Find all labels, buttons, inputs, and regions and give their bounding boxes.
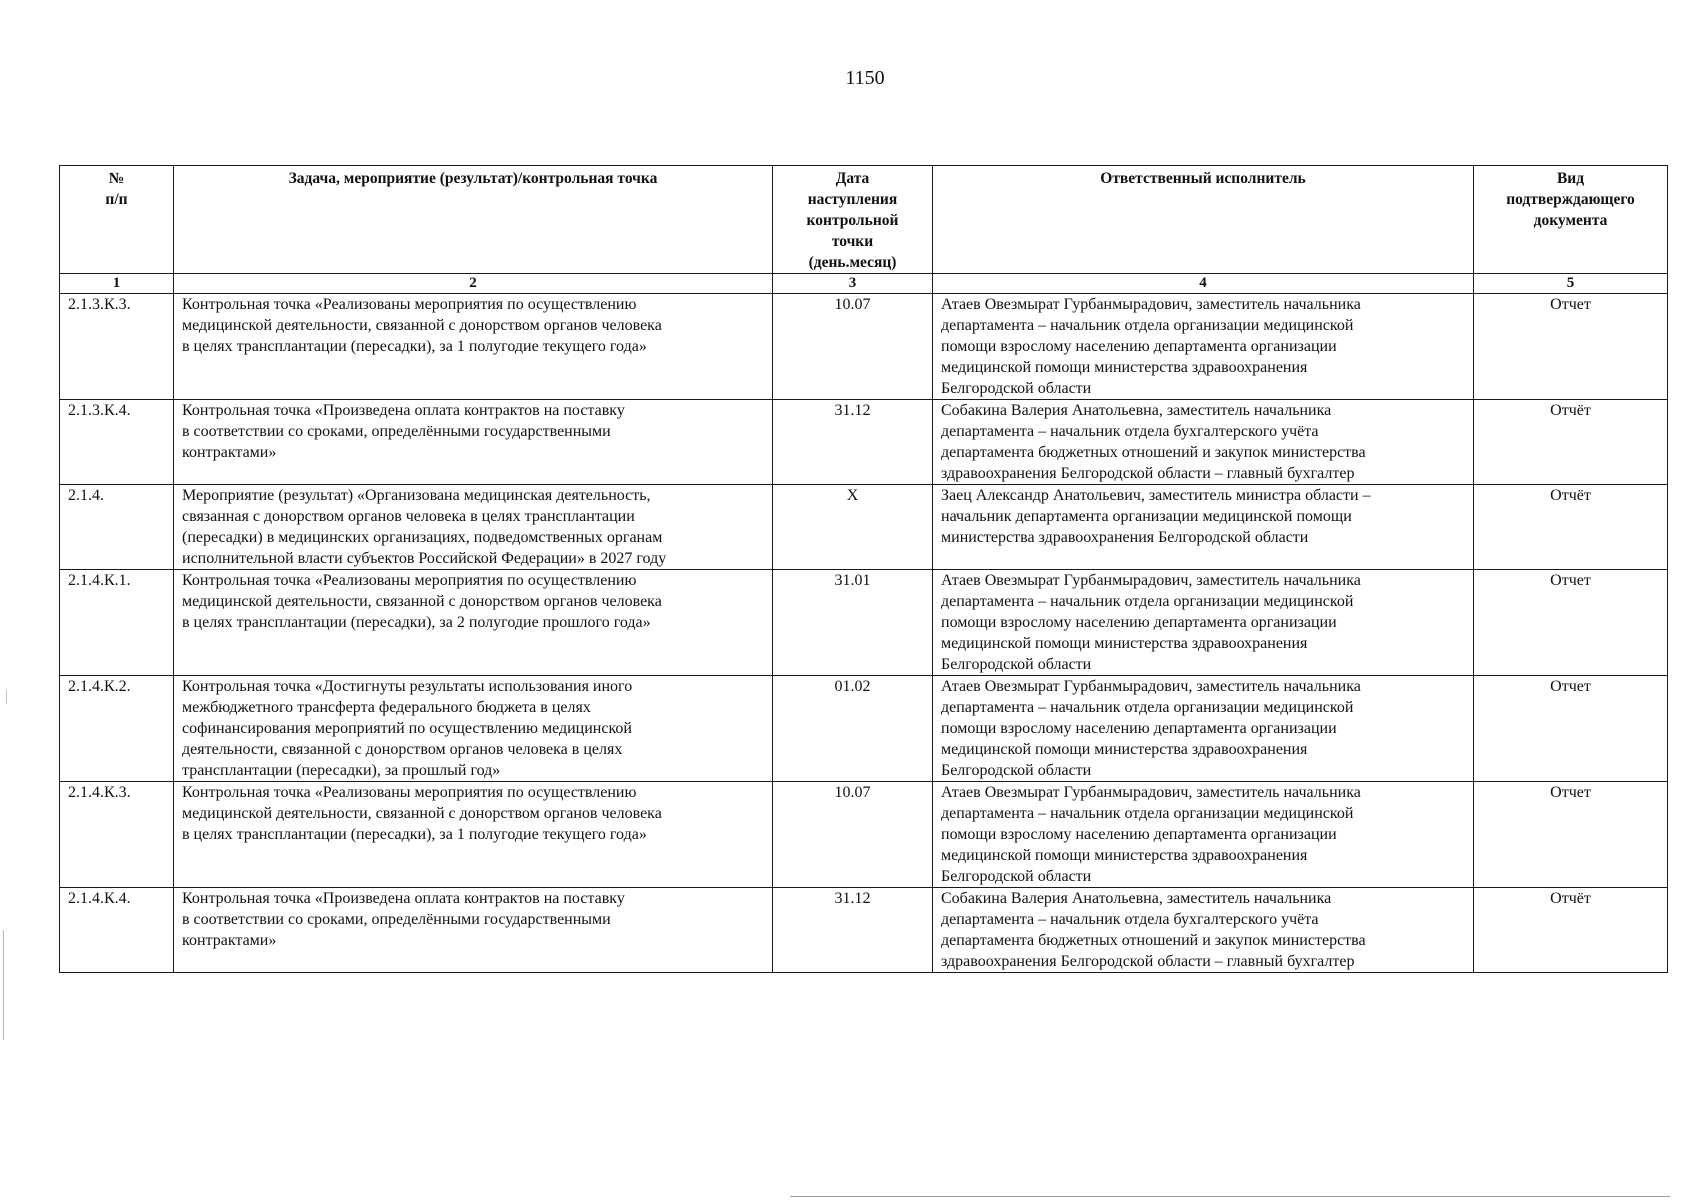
- row-responsible: Атаев Овезмырат Гурбанмырадович, заместитель начальника департамента – начальник отдела организации медицинской помощи взрослому населению департамента организации медицинской помощи министерства здравоохранения Белгородской области: [933, 294, 1474, 400]
- row-date: 10.07: [773, 294, 933, 400]
- column-number: 3: [773, 274, 933, 294]
- row-number: 2.1.3.К.3.: [60, 294, 174, 400]
- column-number: 4: [933, 274, 1474, 294]
- row-responsible: Заец Александр Анатольевич, заместитель министра области – начальник департамента организации медицинской помощи министерства здравоохранения Белгородской области: [933, 485, 1474, 570]
- row-task: Контрольная точка «Реализованы мероприятия по осуществлению медицинской деятельности, связанной с донорством органов человека в целях трансплантации (пересадки), за 1 полугодие текущего года»: [174, 782, 773, 888]
- row-responsible: Атаев Овезмырат Гурбанмырадович, заместитель начальника департамента – начальник отдела организации медицинской помощи взрослому населению департамента организации медицинской помощи министерства здравоохранения Белгородской области: [933, 782, 1474, 888]
- scan-edge-mark: [6, 690, 7, 704]
- row-document: Отчёт: [1474, 888, 1668, 973]
- row-date: Х: [773, 485, 933, 570]
- row-task: Мероприятие (результат) «Организована медицинская деятельность, связанная с донорством органов человека в целях трансплантации (пересадки) в медицинских организациях, подведомственных органам исполнительной власти субъектов Российской Федерации» в 2027 году: [174, 485, 773, 570]
- column-number-row: [60, 274, 1668, 294]
- row-task: Контрольная точка «Реализованы мероприятия по осуществлению медицинской деятельности, связанной с донорством органов человека в целях трансплантации (пересадки), за 1 полугодие текущего года»: [174, 294, 773, 400]
- row-date: 10.07: [773, 782, 933, 888]
- page-number: 1150: [845, 67, 885, 89]
- column-number: 5: [1474, 274, 1668, 294]
- table-row: [60, 888, 1668, 973]
- column-number: 1: [60, 274, 174, 294]
- row-task: Контрольная точка «Произведена оплата контрактов на поставку в соответствии со сроками, определёнными государственными контрактами»: [174, 888, 773, 973]
- row-task: Контрольная точка «Достигнуты результаты использования иного межбюджетного трансферта федерального бюджета в целях софинансирования мероприятий по осуществлению медицинской деятельности, связанной с донорством органов человека в целях трансплантации (пересадки), за прошлый год»: [174, 676, 773, 782]
- table-header: [60, 166, 1668, 294]
- row-date: 31.01: [773, 570, 933, 676]
- table-body: [60, 294, 1668, 973]
- row-number: 2.1.4.К.4.: [60, 888, 174, 973]
- row-number: 2.1.4.К.2.: [60, 676, 174, 782]
- row-number: 2.1.4.К.1.: [60, 570, 174, 676]
- table-row: [60, 570, 1668, 676]
- row-document: Отчет: [1474, 782, 1668, 888]
- row-number: 2.1.4.: [60, 485, 174, 570]
- row-task: Контрольная точка «Реализованы мероприятия по осуществлению медицинской деятельности, связанной с донорством органов человека в целях трансплантации (пересадки), за 2 полугодие прошлого года»: [174, 570, 773, 676]
- row-responsible: Собакина Валерия Анатольевна, заместитель начальника департамента – начальник отдела бухгалтерского учёта департамента бюджетных отношений и закупок министерства здравоохранения Белгородской области – главный бухгалтер: [933, 400, 1474, 485]
- header-date: Дата наступления контрольной точки (день.месяц): [773, 166, 933, 274]
- table-row: [60, 676, 1668, 782]
- row-date: 31.12: [773, 888, 933, 973]
- header-number: № п/п: [60, 166, 174, 274]
- header-document: Вид подтверждающего документа: [1474, 166, 1668, 274]
- scan-bottom-line: [790, 1196, 1670, 1197]
- row-document: Отчет: [1474, 676, 1668, 782]
- row-responsible: Собакина Валерия Анатольевна, заместитель начальника департамента – начальник отдела бухгалтерского учёта департамента бюджетных отношений и закупок министерства здравоохранения Белгородской области – главный бухгалтер: [933, 888, 1474, 973]
- table-row: [60, 485, 1668, 570]
- row-document: Отчёт: [1474, 485, 1668, 570]
- row-date: 01.02: [773, 676, 933, 782]
- row-responsible: Атаев Овезмырат Гурбанмырадович, заместитель начальника департамента – начальник отдела организации медицинской помощи взрослому населению департамента организации медицинской помощи министерства здравоохранения Белгородской области: [933, 570, 1474, 676]
- row-document: Отчет: [1474, 294, 1668, 400]
- row-document: Отчет: [1474, 570, 1668, 676]
- row-responsible: Атаев Овезмырат Гурбанмырадович, заместитель начальника департамента – начальник отдела организации медицинской помощи взрослому населению департамента организации медицинской помощи министерства здравоохранения Белгородской области: [933, 676, 1474, 782]
- scan-edge-mark: [3, 930, 4, 1040]
- column-number: 2: [174, 274, 773, 294]
- table-row: [60, 294, 1668, 400]
- row-task: Контрольная точка «Произведена оплата контрактов на поставку в соответствии со сроками, определёнными государственными контрактами»: [174, 400, 773, 485]
- row-date: 31.12: [773, 400, 933, 485]
- row-number: 2.1.4.К.3.: [60, 782, 174, 888]
- row-document: Отчёт: [1474, 400, 1668, 485]
- header-task: Задача, мероприятие (результат)/контрольная точка: [174, 166, 773, 274]
- table-row: [60, 400, 1668, 485]
- row-number: 2.1.3.К.4.: [60, 400, 174, 485]
- control-points-table: [59, 165, 1668, 973]
- header-row: [60, 166, 1668, 274]
- table-row: [60, 782, 1668, 888]
- header-responsible: Ответственный исполнитель: [933, 166, 1474, 274]
